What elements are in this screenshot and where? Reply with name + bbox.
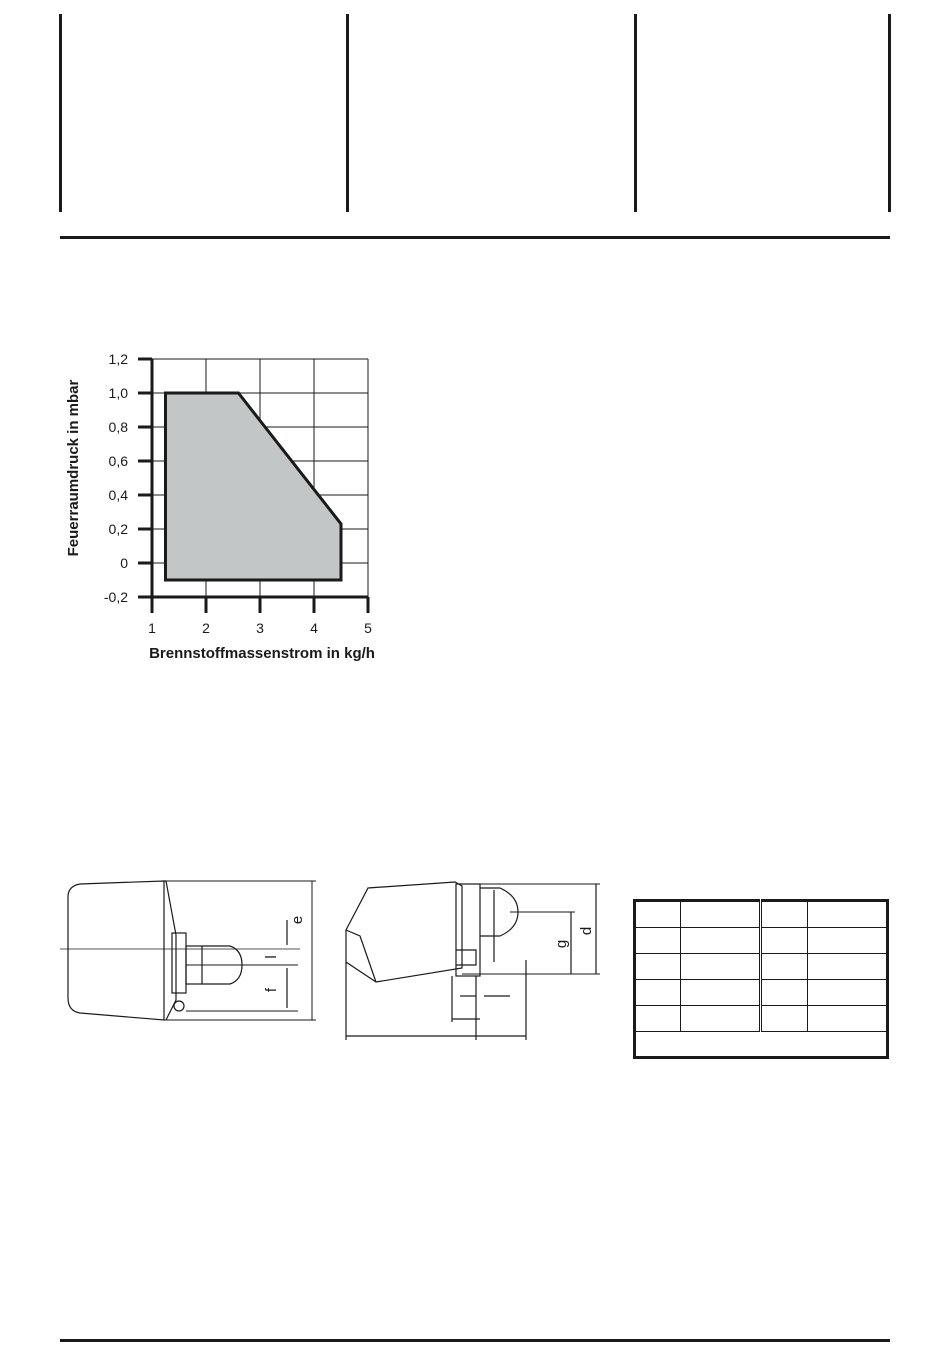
x-tick-label: 3 bbox=[256, 620, 264, 636]
header-column-divider bbox=[346, 14, 349, 212]
y-tick-label: 0,2 bbox=[108, 521, 128, 537]
burner-front-view bbox=[60, 881, 316, 1020]
y-tick-label: 0,4 bbox=[108, 487, 128, 503]
dim-label-g: g bbox=[553, 939, 570, 949]
chart-grid bbox=[152, 359, 368, 597]
table-cell bbox=[681, 1006, 761, 1032]
table-row bbox=[635, 954, 888, 980]
y-tick-label: 1,0 bbox=[108, 385, 128, 401]
dimension-table bbox=[633, 899, 889, 1059]
table-row bbox=[635, 980, 888, 1006]
table-cell bbox=[761, 980, 807, 1006]
table-cell bbox=[761, 954, 807, 980]
table-cell bbox=[681, 901, 761, 928]
x-tick-labels bbox=[148, 620, 372, 636]
chart-axes bbox=[138, 359, 368, 613]
y-tick-label: 0 bbox=[120, 555, 128, 571]
table-cell bbox=[681, 980, 761, 1006]
x-tick-label: 5 bbox=[364, 620, 372, 636]
table-cell bbox=[807, 928, 887, 954]
table-cell bbox=[635, 954, 681, 980]
x-tick-label: 4 bbox=[310, 620, 318, 636]
table-cell bbox=[807, 1006, 887, 1032]
table-cell bbox=[635, 1006, 681, 1032]
table-cell bbox=[635, 901, 681, 928]
header-column-divider bbox=[888, 14, 891, 212]
header-column-divider bbox=[634, 14, 637, 212]
table-cell bbox=[807, 980, 887, 1006]
dim-label-l: l bbox=[263, 955, 280, 959]
table-footer-row bbox=[635, 1032, 888, 1058]
dim-label-d: d bbox=[578, 926, 595, 936]
table-footer-cell bbox=[635, 1032, 888, 1058]
dim-label-f: f bbox=[263, 987, 280, 993]
burner-side-view bbox=[346, 882, 600, 1040]
table-cell bbox=[635, 928, 681, 954]
dim-label-e: e bbox=[289, 915, 306, 925]
header-rule bbox=[60, 236, 890, 239]
table-row bbox=[635, 901, 888, 928]
table-row bbox=[635, 1006, 888, 1032]
footer-rule bbox=[60, 1339, 890, 1342]
x-tick-label: 2 bbox=[202, 620, 210, 636]
table-cell bbox=[761, 1006, 807, 1032]
x-axis-label: Brennstoffmassenstrom in kg/h bbox=[149, 645, 375, 662]
table-cell bbox=[681, 954, 761, 980]
table-row bbox=[635, 928, 888, 954]
y-tick-label: 0,8 bbox=[108, 419, 128, 435]
table-cell bbox=[807, 901, 887, 928]
y-tick-label: 0,6 bbox=[108, 453, 128, 469]
table-cell bbox=[681, 928, 761, 954]
working-field-area bbox=[166, 393, 342, 580]
y-tick-label: 1,2 bbox=[108, 351, 128, 367]
y-axis-label: Feuerraumdruck in mbar bbox=[65, 379, 82, 557]
x-tick-label: 1 bbox=[148, 620, 156, 636]
y-tick-label: -0,2 bbox=[103, 589, 128, 605]
table-cell bbox=[635, 980, 681, 1006]
table-cell bbox=[807, 954, 887, 980]
header-column-divider bbox=[59, 14, 62, 212]
table-cell bbox=[761, 901, 807, 928]
side-view-dimension-labels bbox=[553, 927, 595, 948]
table-cell bbox=[761, 928, 807, 954]
y-tick-labels bbox=[104, 351, 128, 605]
front-view-dimension-labels bbox=[263, 916, 306, 992]
